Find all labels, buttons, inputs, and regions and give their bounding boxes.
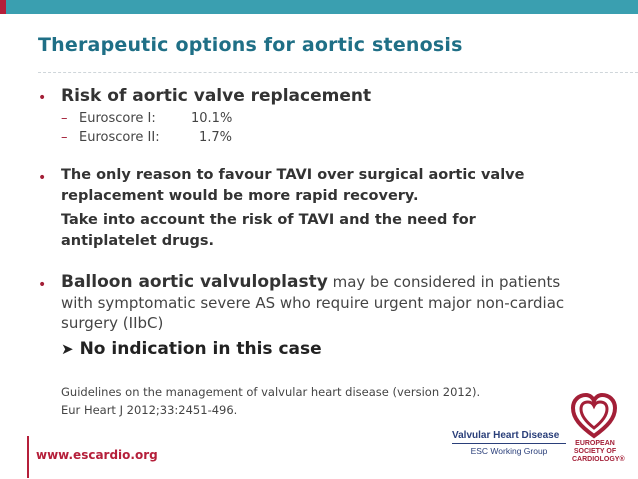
badge-title: Valvular Heart Disease [452,430,560,441]
society-line: CARDIOLOGY® [572,456,625,463]
footer-url: www.escardio.org [36,448,158,462]
esc-heart-logo-icon [570,392,618,440]
dash-marker: – [61,130,68,145]
badge-subtitle: ESC Working Group [470,446,548,456]
society-line: EUROPEAN [575,440,615,447]
top-bar-teal [0,0,638,14]
item3-rest: may be considered in patients [327,273,561,291]
item2-line: Take into account the risk of TAVI and the need for [61,212,476,228]
item3-line: surgery (IIbC) [61,314,164,332]
badge-divider [452,443,566,444]
reference-line: Eur Heart J 2012;33:2451-496. [61,403,238,417]
item2-line: replacement would be more rapid recovery. [61,188,419,204]
society-name [572,440,625,464]
society-line: SOCIETY OF [573,448,617,455]
title-divider [38,72,638,73]
item3-line: with symptomatic severe AS who require urgent major non-cardiac [61,293,565,312]
item3-paragraph [61,272,621,334]
arrow-bullet-icon: ➤ [61,340,74,358]
conclusion-text: No indication in this case [79,339,322,359]
bullet-dot-1: • [38,90,47,106]
top-bar-red-accent [0,0,6,14]
top-color-bar [0,0,638,14]
item1-heading: Risk of aortic valve replacement [61,86,372,106]
item2-line: antiplatelet drugs. [61,233,215,249]
slide-title: Therapeutic options for aortic stenosis [38,34,463,56]
reference [61,383,480,419]
score-value: 10.1% [191,111,233,126]
footer-accent-bar [27,436,29,478]
item2-paragraph [61,165,621,252]
bullet-dot-2: • [38,170,47,186]
bullet-dot-3: • [38,277,47,293]
score-label: Euroscore II: [79,130,160,145]
item3-bold-lead: Balloon aortic valvuloplasty [61,272,328,292]
score-value: 1.7% [199,130,233,145]
dash-marker: – [61,111,68,126]
score-label: Euroscore I: [79,111,156,126]
working-group-badge [452,430,566,456]
conclusion [61,339,322,359]
item2-line: The only reason to favour TAVI over surgical aortic valve [61,167,525,183]
score-row-1 [61,111,232,126]
reference-line: Guidelines on the management of valvular heart disease (version 2012). [61,385,481,399]
score-row-2 [61,130,232,145]
